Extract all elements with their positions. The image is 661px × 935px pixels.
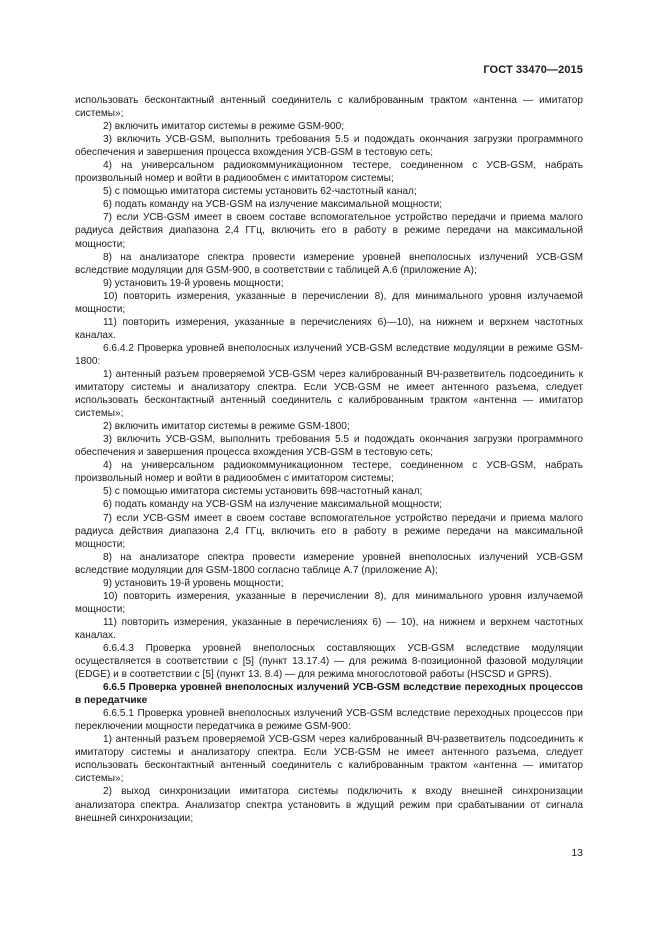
paragraph: 3) включить УСВ-GSM, выполнить требования 5.5 и подождать окончания загрузки программного обеспечения и завершения процесса вхождения УСВ-GSM в тестовую сеть; [75, 134, 583, 159]
paragraph: 6.6.4.3 Проверка уровней внеполосных составляющих УСВ-GSM вследствие модуляции осуществляется в соответствии с [5] (пункт 13.17.4) — для режима 8-позиционной фазовой модуляции (EDGE) и в соответствии с [5] (пункт 13. 8.4) — для режима многослотовой работы (HSCSD и GPRS). [75, 642, 583, 681]
paragraph: 6) подать команду на УСВ-GSM на излучение максимальной мощности; [103, 499, 443, 511]
paragraph: 8) на анализаторе спектра провести измерение уровней внеполосных излучений УСВ-GSM вследствие модуляции для GSM-900, в соответствии с таблицей А.6 (приложение А); [75, 251, 583, 276]
paragraph: 11) повторить измерения, указанные в перечислениях 6) — 10), на нижнем и верхнем частотных каналах. [75, 616, 583, 641]
paragraph: 5) с помощью имитатора системы установить 62-частотный канал; [103, 186, 417, 198]
page-number: 13 [571, 847, 583, 859]
paragraph: 4) на универсальном радиокоммуникационном тестере, соединенном с УСВ-GSM, набрать произвольный номер и войти в радиообмен с имитатором системы; [75, 460, 583, 485]
paragraph: 9) установить 19-й уровень мощности; [103, 277, 284, 289]
document-body [75, 94, 583, 825]
paragraph: 1) антенный разъем проверяемой УСВ-GSM через калиброванный ВЧ-разветвитель подсоединить к имитатору системы и анализатору спектра. Если УСВ-GSM не имеет антенного разъема, следует использовать бесконтактный антенный соединитель с калиброванным трактом «антенна — имитатор системы»; [75, 368, 583, 420]
paragraph: 6.6.4.2 Проверка уровней внеполосных излучений УСВ-GSM вследствие модуляции в режиме GSM-1800: [75, 342, 583, 367]
paragraph: 11) повторить измерения, указанные в перечислениях 6)—10), на нижнем и верхнем частотных каналах. [75, 316, 583, 341]
paragraph: использовать бесконтактный антенный соединитель с калиброванным трактом «антенна — имитатор системы»; [75, 95, 583, 120]
paragraph: 6) подать команду на УСВ-GSM на излучение максимальной мощности; [103, 199, 443, 211]
paragraph: 10) повторить измерения, указанные в перечислении 8), для минимального уровня излучаемой мощности; [75, 590, 583, 615]
paragraph: 9) установить 19-й уровень мощности; [103, 577, 284, 589]
paragraph: 4) на универсальном радиокоммуникационном тестере, соединенном с УСВ-GSM, набрать произвольный номер и войти в радиообмен с имитатором системы; [75, 160, 583, 185]
paragraph: 6.6.5.1 Проверка уровней внеполосных излучений УСВ-GSM вследствие переходных процессов при переключении мощности передатчика в режиме GSM-900: [75, 708, 583, 733]
paragraph: 2) включить имитатор системы в режиме GSM-1800; [103, 421, 350, 433]
paragraph: 2) выход синхронизации имитатора системы подключить к входу внешней синхронизации анализатора спектра. Анализатор спектра установить в ждущий режим при срабатывании от сигнала внешней синхронизации; [75, 786, 583, 824]
paragraph: 7) если УСВ-GSM имеет в своем составе вспомогательное устройство передачи и приема малого радиуса действия диапазона 2,4 ГГц, включить его в работу в режиме передачи на максимальной мощности; [75, 512, 583, 550]
paragraph: 8) на анализаторе спектра провести измерение уровней внеполосных излучений УСВ-GSM вследствие модуляции для GSM-1800 согласно таблице А.7 (приложение А); [75, 551, 583, 576]
paragraph: 5) с помощью имитатора системы установить 698-частотный канал; [103, 486, 423, 498]
paragraph: 10) повторить измерения, указанные в перечислении 8), для минимального уровня излучаемой мощности; [75, 290, 583, 315]
paragraph: 2) включить имитатор системы в режиме GSM-900; [103, 121, 345, 133]
section-heading: 6.6.5 Проверка уровней внеполосных излучений УСВ-GSM вследствие переходных процессов в передатчике [75, 682, 583, 707]
paragraph: 3) включить УСВ-GSM, выполнить требования 5.5 и подождать окончания загрузки программного обеспечения и завершения процесса вхождения УСВ-GSM в тестовую сеть; [75, 434, 583, 459]
paragraph: 1) антенный разъем проверяемой УСВ-GSM через калиброванный ВЧ-разветвитель подсоединить к имитатору системы и анализатору спектра. Если УСВ-GSM не имеет антенного разъема, следует использовать бесконтактный антенный соединитель с калиброванным трактом «антенна — имитатор системы»; [75, 734, 583, 785]
document-standard-id: ГОСТ 33470—2015 [483, 64, 583, 76]
paragraph: 7) если УСВ-GSM имеет в своем составе вспомогательное устройство передачи и приема малого радиуса действия диапазона 2,4 ГГц, включить его в работу в режиме передачи на максимальной мощности; [75, 212, 583, 250]
